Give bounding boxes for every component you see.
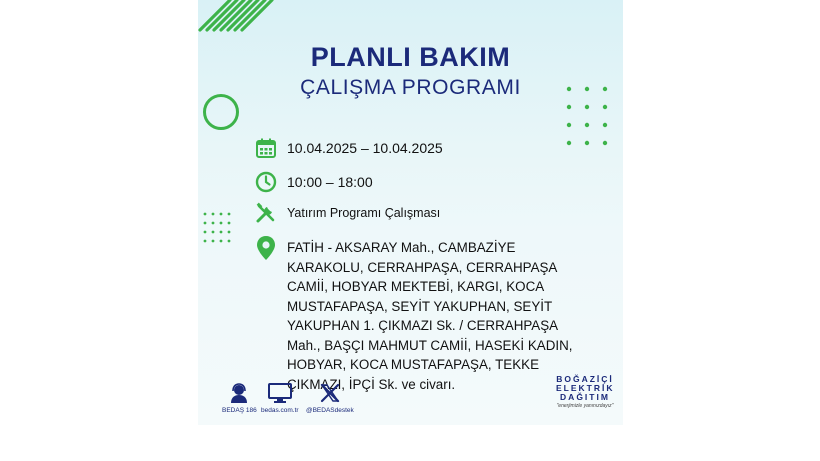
tools-icon [255, 202, 277, 224]
website-label: bedas.com.tr [261, 407, 299, 414]
x-account-label: @BEDASdestek [306, 407, 354, 414]
date-row [255, 137, 443, 159]
page-title: PLANLI BAKIM [310, 42, 511, 72]
work-type: Yatırım Programı Çalışması [287, 206, 441, 220]
decorative-stripes [198, 0, 288, 40]
brand-logo [556, 375, 614, 409]
brand-slogan: "enerjimizle yanınızdayız" [556, 403, 614, 409]
decorative-circle [203, 94, 239, 130]
footer-website[interactable] [261, 382, 299, 414]
decorative-dot-grid-left [203, 212, 237, 246]
clock-icon [255, 171, 277, 193]
time-range: 10:00 – 18:00 [287, 174, 373, 190]
location-list: FATİH - AKSARAY Mah., CAMBAZİYE KARAKOLU, CERRAHPAŞA, CERRAHPAŞA CAMİİ, HOBYAR MEKTEBİ, KARGI, KOCA MUSTAFAPAŞA, SEYİT YAKUPHAN, SEYİT YAKUPHAN 1. ÇIKMAZI Sk. / CERRAHPAŞA Mah., BAŞÇI MAHMUT CAMİİ, HASEKİ KADIN, HOBYAR, KOCA MUSTAFAPAŞA, TEKKE ÇIKMAZI, İPÇİ Sk. ve civarı. [287, 240, 573, 392]
page-subtitle: ÇALIŞMA PROGRAMI [300, 76, 521, 99]
headset-icon [228, 382, 250, 404]
footer-x-account[interactable] [306, 382, 354, 414]
maintenance-card [198, 0, 623, 425]
decorative-dot-grid-right [566, 86, 611, 146]
x-logo-icon [319, 382, 341, 404]
calendar-icon [255, 137, 277, 159]
work-type-row [255, 202, 440, 224]
brand-line3: DAĞITIM [560, 392, 610, 402]
brand-line1: BOĞAZİÇİ [556, 374, 614, 384]
date-range: 10.04.2025 – 10.04.2025 [287, 140, 443, 156]
footer-phone[interactable] [222, 382, 257, 414]
time-row [255, 171, 373, 193]
phone-label: BEDAŞ 186 [222, 407, 257, 414]
brand-line2: ELEKTRİK [556, 383, 615, 393]
location-pin-icon [256, 235, 276, 266]
monitor-icon [268, 382, 292, 404]
